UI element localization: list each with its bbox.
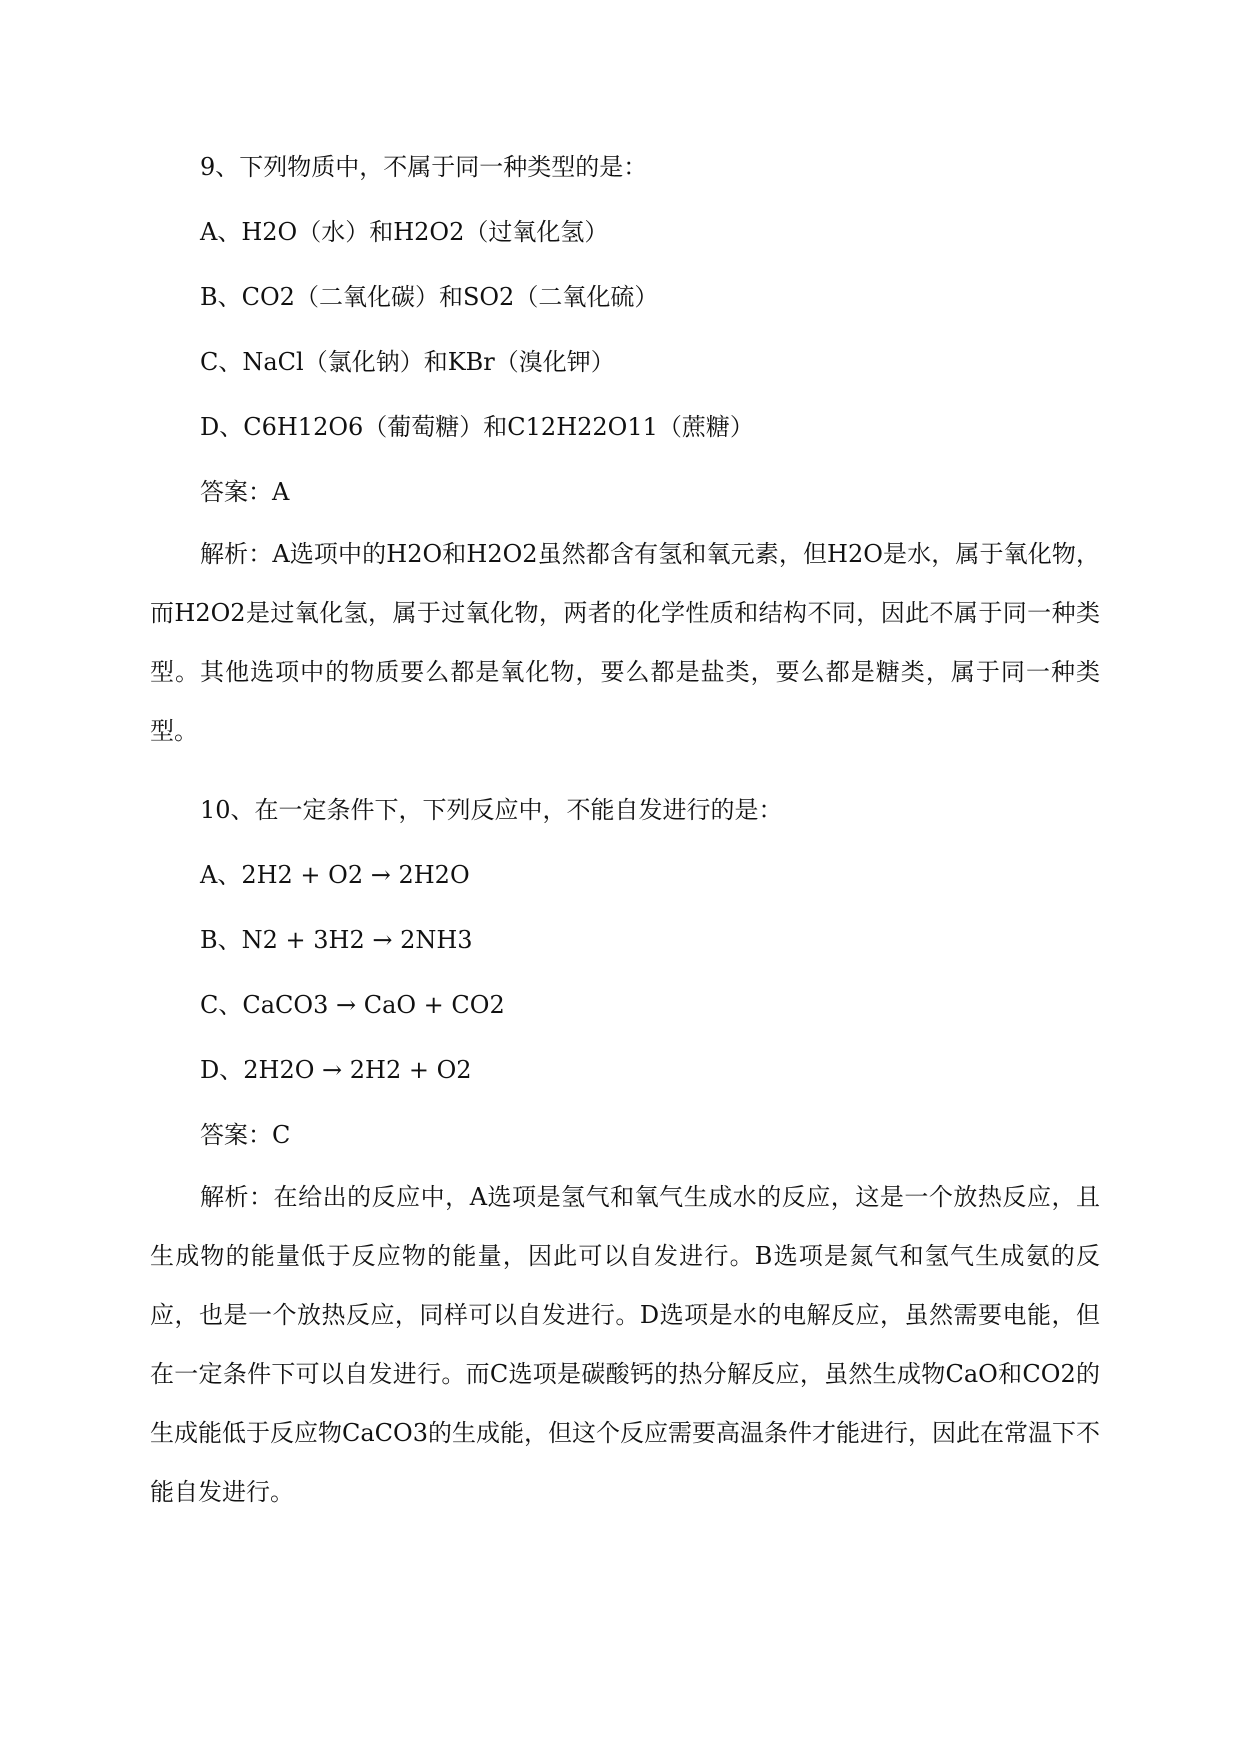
option-b: B、N2 + 3H2 → 2NH3 bbox=[200, 926, 473, 954]
answer: 答案：C bbox=[200, 1121, 291, 1149]
option-d: D、2H2O → 2H2 + O2 bbox=[200, 1056, 472, 1084]
question-stem: 10、在一定条件下，下列反应中，不能自发进行的是： bbox=[200, 796, 783, 824]
question-10 bbox=[150, 778, 1100, 1522]
option-c: C、CaCO3 → CaO + CO2 bbox=[200, 991, 505, 1019]
analysis: 解析：在给出的反应中，A选项是氢气和氧气生成水的反应，这是一个放热反应，且生成物的能量低于反应物的能量，因此可以自发进行。B选项是氮气和氢气生成氨的反应，也是一个放热反应，同样可以自发进行。D选项是水的电解反应，虽然需要电能，但在一定条件下可以自发进行。而C选项是碳酸钙的热分解反应，虽然生成物CaO和CO2的生成能低于反应物CaCO3的生成能，但这个反应需要高温条件才能进行，因此在常温下不能自发进行。 bbox=[150, 1183, 1100, 1506]
option-a: A、2H2 + O2 → 2H2O bbox=[200, 861, 470, 889]
analysis: 解析：A选项中的H2O和H2O2虽然都含有氢和氧元素，但H2O是水，属于氧化物，而H2O2是过氧化氢，属于过氧化物，两者的化学性质和结构不同，因此不属于同一种类型。其他选项中的物质要么都是氧化物，要么都是盐类，要么都是糖类，属于同一种类型。 bbox=[150, 540, 1100, 745]
option-b: B、CO2（二氧化碳）和SO2（二氧化硫） bbox=[200, 283, 659, 311]
option-a: A、H2O（水）和H2O2（过氧化氢） bbox=[200, 218, 609, 246]
question-9 bbox=[150, 135, 1100, 761]
option-d: D、C6H12O6（葡萄糖）和C12H22O11（蔗糖） bbox=[200, 413, 754, 441]
question-stem: 9、下列物质中，不属于同一种类型的是： bbox=[200, 153, 648, 181]
option-c: C、NaCl（氯化钠）和KBr（溴化钾） bbox=[200, 348, 615, 376]
answer: 答案：A bbox=[200, 478, 290, 506]
